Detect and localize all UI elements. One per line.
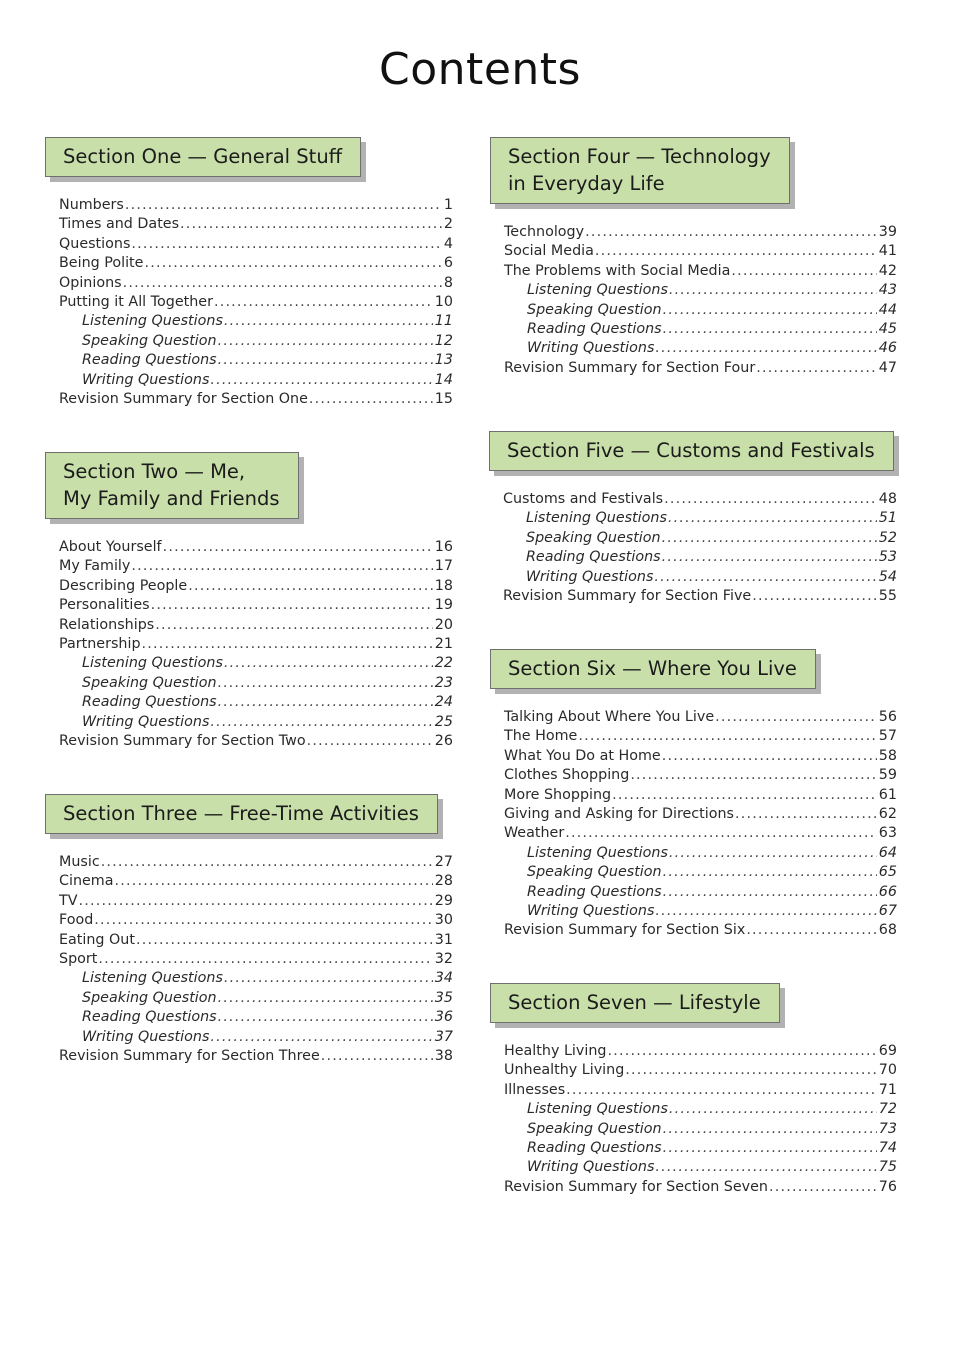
toc-entry-label: The Problems with Social Media [504, 262, 731, 279]
toc-entry-label: Music [59, 854, 100, 870]
toc-entry-page-number: 24 [434, 694, 453, 711]
toc-entry-page-number: 76 [878, 1178, 897, 1195]
toc-entry[interactable] [504, 1100, 897, 1119]
toc-entry-label: Speaking Question [527, 301, 662, 318]
toc-entry-page-number: 17 [434, 558, 453, 575]
toc-entry-label: Revision Summary for Section Four [504, 359, 756, 376]
toc-entry-page-number: 67 [878, 902, 897, 919]
toc-entry[interactable] [503, 587, 897, 606]
dot-leader [663, 1139, 877, 1158]
toc-entry[interactable] [59, 911, 453, 930]
section-two [45, 452, 453, 751]
toc-entry-page-number: 28 [434, 873, 453, 890]
dot-leader [662, 548, 877, 567]
toc-entry[interactable] [503, 509, 897, 528]
toc-entry-label: Eating Out [59, 931, 135, 948]
toc-entry-label: Revision Summary for Section Six [504, 922, 746, 939]
toc-entry-page-number: 64 [878, 844, 897, 861]
toc-entry[interactable] [59, 312, 453, 331]
dot-leader [224, 312, 433, 331]
section-three [45, 794, 453, 1066]
toc-entry[interactable] [504, 727, 897, 746]
dot-leader [94, 911, 433, 930]
dot-leader [595, 242, 877, 261]
toc-entry-page-number: 34 [434, 970, 453, 987]
toc-entry-label: Writing Questions [82, 1028, 210, 1045]
dot-leader [655, 1158, 876, 1177]
toc-entry-label: Revision Summary for Section Five [503, 587, 752, 604]
toc-entry-label: Questions [59, 235, 131, 252]
toc-entry[interactable] [59, 293, 453, 312]
toc-entry-label: Cinema [59, 873, 114, 890]
toc-entry[interactable] [504, 786, 897, 805]
toc-entry[interactable] [504, 1120, 897, 1139]
toc-entry-label: Times and Dates [59, 216, 180, 233]
toc-entry-page-number: 13 [434, 352, 453, 369]
toc-entry[interactable] [504, 921, 897, 940]
toc-entry-label: Listening Questions [527, 282, 668, 299]
toc-entry-label: Social Media [504, 243, 594, 260]
toc-entry-label: The Home [504, 728, 578, 745]
toc-entry-page-number: 8 [443, 274, 453, 291]
dot-leader [309, 390, 433, 409]
toc-entry-label: Personalities [59, 597, 150, 614]
toc-entry[interactable] [59, 931, 453, 950]
dot-leader [655, 902, 876, 921]
toc-entry[interactable] [59, 1028, 453, 1047]
toc-entry[interactable] [504, 281, 897, 300]
toc-entry[interactable] [504, 844, 897, 863]
toc-entry-label: Describing People [59, 577, 188, 594]
dot-leader [662, 747, 877, 766]
toc-entry-page-number: 70 [878, 1062, 897, 1079]
toc-entry-label: Writing Questions [527, 340, 655, 357]
dot-leader [654, 568, 876, 587]
dot-leader [218, 351, 433, 370]
toc-entry-label: Revision Summary for Section Two [59, 732, 306, 749]
dot-leader [98, 950, 432, 969]
toc-entry[interactable] [59, 872, 453, 891]
toc-entry[interactable] [503, 548, 897, 567]
toc-entry-label: TV [59, 892, 78, 909]
toc-entry-page-number: 35 [434, 989, 453, 1006]
dot-leader [163, 538, 433, 557]
toc-entry-page-number: 18 [434, 577, 453, 594]
toc-entry-page-number: 6 [443, 255, 453, 272]
toc-entry[interactable] [59, 969, 453, 988]
toc-entry-page-number: 10 [434, 293, 453, 310]
toc-entry[interactable] [504, 320, 897, 339]
toc-entry-label: Listening Questions [82, 970, 223, 987]
toc-entry-label: Numbers [59, 197, 124, 213]
toc-entry[interactable] [59, 274, 453, 293]
toc-entry[interactable] [503, 529, 897, 548]
toc-entry-label: Listening Questions [526, 510, 667, 527]
toc-entry-page-number: 32 [434, 950, 453, 967]
dot-leader [188, 577, 433, 596]
dot-leader [151, 596, 433, 615]
section-heading: Section Four — Technology in Everyday Life [490, 137, 790, 204]
toc-entry-page-number: 16 [434, 539, 453, 555]
dot-leader [669, 281, 877, 300]
toc-entry-label: Writing Questions [527, 1159, 655, 1176]
dot-leader [125, 196, 442, 215]
toc-entry[interactable] [504, 824, 897, 843]
dot-leader [663, 320, 877, 339]
toc-entry-label: Technology [504, 224, 585, 240]
toc-entry[interactable] [504, 747, 897, 766]
toc-entry-label: Listening Questions [527, 1101, 668, 1118]
section-heading: Section Seven — Lifestyle [490, 983, 780, 1023]
toc-entry-page-number: 48 [878, 491, 897, 507]
toc-entry[interactable] [59, 1008, 453, 1027]
toc-entry[interactable] [59, 351, 453, 370]
entry-list [45, 196, 453, 409]
toc-entry-label: Clothes Shopping [504, 767, 630, 784]
dot-leader [663, 1120, 877, 1139]
toc-entry-label: More Shopping [504, 786, 612, 803]
dot-leader [731, 262, 876, 281]
toc-entry-page-number: 51 [878, 510, 897, 527]
toc-entry-label: Putting it All Together [59, 293, 213, 310]
dot-leader [630, 766, 876, 785]
dot-leader [218, 693, 433, 712]
toc-entry-page-number: 4 [443, 235, 453, 252]
toc-entry[interactable] [504, 242, 897, 261]
toc-entry[interactable] [59, 332, 453, 351]
toc-entry[interactable] [504, 223, 897, 242]
toc-entry[interactable] [59, 557, 453, 576]
dot-leader [180, 215, 442, 234]
section-heading: Section Six — Where You Live [490, 649, 816, 689]
section-seven [490, 983, 897, 1197]
entry-list [489, 490, 897, 606]
toc-entry[interactable] [59, 713, 453, 732]
toc-entry-page-number: 52 [878, 529, 897, 546]
toc-entry[interactable] [504, 883, 897, 902]
dot-leader [769, 1178, 877, 1197]
toc-entry-page-number: 61 [878, 786, 897, 803]
toc-entry-label: Talking About Where You Live [504, 709, 715, 725]
toc-entry-page-number: 27 [434, 854, 453, 870]
toc-entry-label: Listening Questions [527, 844, 668, 861]
entry-list [45, 853, 453, 1066]
toc-entry-page-number: 44 [878, 301, 897, 318]
toc-entry-page-number: 73 [878, 1120, 897, 1137]
toc-entry[interactable] [504, 1081, 897, 1100]
toc-entry-label: Reading Questions [527, 883, 662, 900]
toc-entry-label: Speaking Question [527, 864, 662, 881]
toc-entry-page-number: 30 [434, 912, 453, 929]
dot-leader [578, 727, 876, 746]
toc-entry-label: Writing Questions [527, 902, 655, 919]
toc-entry-page-number: 72 [878, 1101, 897, 1118]
toc-entry-page-number: 46 [878, 340, 897, 357]
section-heading: Section One — General Stuff [45, 137, 361, 177]
toc-entry-label: Reading Questions [526, 549, 661, 566]
toc-entry[interactable] [503, 568, 897, 587]
dot-leader [715, 708, 877, 727]
toc-entry[interactable] [504, 359, 897, 378]
toc-entry-page-number: 41 [878, 243, 897, 260]
toc-entry-page-number: 59 [878, 767, 897, 784]
toc-entry-label: Revision Summary for Section Seven [504, 1178, 768, 1195]
entry-list [490, 708, 897, 941]
dot-leader [224, 654, 433, 673]
toc-entry[interactable] [59, 538, 453, 557]
toc-entry-page-number: 62 [878, 805, 897, 822]
dot-leader [210, 1028, 432, 1047]
toc-entry-label: Revision Summary for Section Three [59, 1047, 320, 1064]
toc-entry-page-number: 42 [878, 262, 897, 279]
toc-entry-label: Reading Questions [82, 694, 217, 711]
toc-entry-label: Reading Questions [527, 1139, 662, 1156]
toc-entry-label: Listening Questions [82, 655, 223, 672]
toc-entry-page-number: 57 [878, 728, 897, 745]
dot-leader [625, 1061, 877, 1080]
dot-leader [669, 1100, 877, 1119]
section-five [489, 431, 897, 606]
toc-entry[interactable] [59, 674, 453, 693]
toc-entry-page-number: 14 [434, 371, 453, 388]
entry-list [490, 1042, 897, 1197]
dot-leader [136, 931, 433, 950]
toc-entry-label: Speaking Question [527, 1120, 662, 1137]
toc-entry-page-number: 63 [878, 825, 897, 842]
dot-leader [131, 557, 432, 576]
toc-entry-label: Relationships [59, 616, 155, 633]
dot-leader [131, 235, 441, 254]
dot-leader [607, 1042, 876, 1061]
dot-leader [155, 616, 433, 635]
toc-entry-label: Writing Questions [526, 568, 654, 585]
section-heading: Section Five — Customs and Festivals [489, 431, 894, 471]
section-one [45, 137, 453, 409]
dot-leader [664, 490, 877, 509]
toc-entry[interactable] [59, 371, 453, 390]
dot-leader [663, 883, 877, 902]
toc-entry-page-number: 37 [434, 1028, 453, 1045]
toc-entry-label: Reading Questions [82, 1009, 217, 1026]
toc-entry-label: Being Polite [59, 255, 144, 272]
toc-entry-page-number: 26 [434, 732, 453, 749]
toc-entry-page-number: 53 [878, 549, 897, 566]
dot-leader [735, 805, 877, 824]
toc-entry[interactable] [59, 215, 453, 234]
dot-leader [662, 529, 877, 548]
dot-leader [123, 274, 442, 293]
dot-leader [612, 786, 877, 805]
toc-entry-page-number: 65 [878, 864, 897, 881]
toc-entry-page-number: 47 [878, 359, 897, 376]
toc-entry-page-number: 20 [434, 616, 453, 633]
toc-entry-page-number: 22 [434, 655, 453, 672]
dot-leader [218, 989, 433, 1008]
toc-entry-page-number: 31 [434, 931, 453, 948]
toc-entry-page-number: 39 [878, 224, 897, 240]
toc-entry[interactable] [59, 1047, 453, 1066]
dot-leader [210, 371, 432, 390]
toc-entry[interactable] [504, 1061, 897, 1080]
toc-entry-page-number: 66 [878, 883, 897, 900]
toc-entry-label: Customs and Festivals [503, 491, 664, 507]
toc-entry[interactable] [503, 490, 897, 509]
toc-entry-label: Speaking Question [82, 332, 217, 349]
page-title: Contents [379, 44, 581, 95]
dot-leader [585, 223, 877, 242]
dot-leader [565, 824, 877, 843]
toc-entry-label: Speaking Question [82, 989, 217, 1006]
toc-entry-label: Unhealthy Living [504, 1062, 625, 1079]
toc-entry-page-number: 12 [434, 332, 453, 349]
dot-leader [214, 293, 433, 312]
toc-entry-page-number: 23 [434, 674, 453, 691]
toc-entry-page-number: 71 [878, 1081, 897, 1098]
dot-leader [218, 1008, 433, 1027]
toc-entry-label: Speaking Question [82, 674, 217, 691]
toc-entry[interactable] [504, 766, 897, 785]
toc-entry-page-number: 45 [878, 320, 897, 337]
dot-leader [115, 872, 433, 891]
toc-entry-page-number: 19 [434, 597, 453, 614]
toc-entry[interactable] [504, 262, 897, 281]
dot-leader [218, 332, 433, 351]
toc-entry-page-number: 74 [878, 1139, 897, 1156]
toc-entry-label: Reading Questions [82, 352, 217, 369]
toc-entry-label: Opinions [59, 274, 122, 291]
toc-entry-page-number: 25 [434, 713, 453, 730]
entry-list [45, 538, 453, 751]
toc-entry-page-number: 15 [434, 390, 453, 407]
toc-entry[interactable] [59, 950, 453, 969]
toc-entry-label: Food [59, 912, 94, 929]
toc-entry-label: Reading Questions [527, 320, 662, 337]
dot-leader [218, 674, 433, 693]
entry-list [490, 223, 897, 378]
toc-entry-label: Writing Questions [82, 713, 210, 730]
toc-entry[interactable] [59, 989, 453, 1008]
toc-entry-page-number: 2 [443, 216, 453, 233]
toc-entry-page-number: 56 [878, 709, 897, 725]
toc-entry[interactable] [59, 616, 453, 635]
toc-entry-label: Weather [504, 825, 565, 842]
toc-entry-page-number: 1 [443, 197, 453, 213]
toc-entry-page-number: 36 [434, 1009, 453, 1026]
dot-leader [669, 844, 877, 863]
toc-entry-page-number: 38 [434, 1047, 453, 1064]
toc-entry-page-number: 21 [434, 635, 453, 652]
dot-leader [79, 892, 433, 911]
toc-entry[interactable] [59, 596, 453, 615]
dot-leader [210, 713, 432, 732]
toc-entry[interactable] [59, 196, 453, 215]
section-heading: Section Three — Free-Time Activities [45, 794, 438, 834]
dot-leader [746, 921, 876, 940]
section-heading: Section Two — Me, My Family and Friends [45, 452, 299, 519]
toc-entry-label: What You Do at Home [504, 747, 661, 764]
section-six [490, 649, 897, 941]
toc-entry[interactable] [504, 863, 897, 882]
toc-entry[interactable] [59, 732, 453, 751]
toc-entry-page-number: 75 [878, 1159, 897, 1176]
toc-entry-label: Writing Questions [82, 371, 210, 388]
dot-leader [663, 301, 877, 320]
toc-entry[interactable] [504, 708, 897, 727]
toc-entry-label: Revision Summary for Section One [59, 390, 308, 407]
dot-leader [566, 1081, 877, 1100]
dot-leader [307, 732, 433, 751]
toc-entry-label: Giving and Asking for Directions [504, 805, 735, 822]
dot-leader [655, 339, 876, 358]
toc-entry-label: My Family [59, 558, 131, 575]
dot-leader [752, 587, 877, 606]
toc-entry-page-number: 29 [434, 892, 453, 909]
toc-entry[interactable] [504, 301, 897, 320]
toc-entry-label: About Yourself [59, 539, 162, 555]
toc-entry[interactable] [59, 654, 453, 673]
toc-entry[interactable] [504, 1139, 897, 1158]
toc-entry[interactable] [59, 577, 453, 596]
toc-entry-label: Speaking Question [526, 529, 661, 546]
dot-leader [321, 1047, 433, 1066]
toc-entry-label: Illnesses [504, 1081, 566, 1098]
toc-entry-label: Sport [59, 950, 98, 967]
toc-entry-label: Healthy Living [504, 1043, 607, 1059]
toc-entry-page-number: 54 [878, 568, 897, 585]
toc-entry[interactable] [504, 1042, 897, 1061]
toc-entry[interactable] [59, 390, 453, 409]
toc-entry[interactable] [504, 339, 897, 358]
dot-leader [144, 254, 441, 273]
toc-entry[interactable] [59, 693, 453, 712]
toc-entry-page-number: 11 [434, 313, 453, 330]
toc-entry[interactable] [59, 635, 453, 654]
toc-entry[interactable] [59, 235, 453, 254]
dot-leader [142, 635, 433, 654]
toc-entry[interactable] [504, 1178, 897, 1197]
dot-leader [101, 853, 433, 872]
toc-entry[interactable] [59, 892, 453, 911]
dot-leader [756, 359, 877, 378]
toc-entry[interactable] [504, 1158, 897, 1177]
dot-leader [668, 509, 877, 528]
toc-entry[interactable] [59, 254, 453, 273]
dot-leader [663, 863, 877, 882]
toc-entry-page-number: 43 [878, 282, 897, 299]
toc-entry-page-number: 69 [878, 1043, 897, 1059]
toc-entry-page-number: 55 [878, 587, 897, 604]
toc-entry[interactable] [504, 805, 897, 824]
toc-entry-label: Listening Questions [82, 313, 223, 330]
toc-entry[interactable] [504, 902, 897, 921]
toc-entry-label: Partnership [59, 635, 141, 652]
toc-entry-page-number: 68 [878, 922, 897, 939]
section-four [490, 137, 897, 378]
toc-entry[interactable] [59, 853, 453, 872]
dot-leader [224, 969, 433, 988]
toc-entry-page-number: 58 [878, 747, 897, 764]
